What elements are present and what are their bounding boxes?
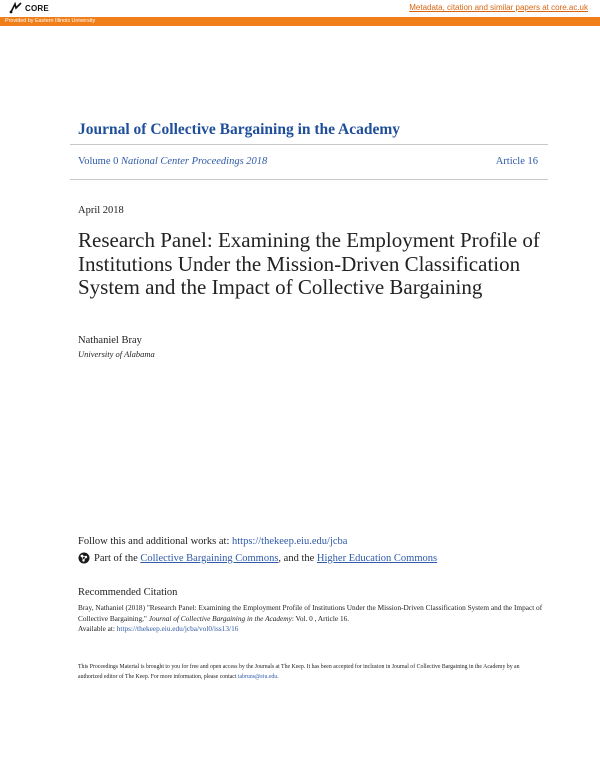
follow-line xyxy=(78,536,347,547)
core-logo[interactable] xyxy=(9,2,49,14)
recommended-citation-heading: Recommended Citation xyxy=(78,587,178,598)
citation-text xyxy=(78,603,548,635)
contact-email-link[interactable]: tabruns@eiu.edu xyxy=(237,674,278,680)
available-prefix: Available at: xyxy=(78,624,117,633)
divider-top xyxy=(70,144,548,145)
core-logo-icon xyxy=(9,2,23,14)
author-name: Nathaniel Bray xyxy=(78,335,142,346)
core-header xyxy=(0,0,600,17)
part-of-middle: , and the xyxy=(278,552,317,564)
divider-bottom xyxy=(70,179,548,180)
citation-body-2: : Vol. 0 , Article 16. xyxy=(291,613,350,623)
article-label[interactable]: Article 16 xyxy=(495,156,538,167)
provider-bar xyxy=(0,17,600,26)
volume-row xyxy=(78,156,538,167)
citation-journal: Journal of Collective Bargaining in the Academy xyxy=(148,613,292,623)
follow-link[interactable]: https://thekeep.eiu.edu/jcba xyxy=(232,536,348,547)
available-at xyxy=(78,624,548,635)
network-icon xyxy=(78,552,90,564)
author-affiliation: University of Alabama xyxy=(78,349,155,359)
notice-end: . xyxy=(277,674,279,680)
available-link[interactable]: https://thekeep.eiu.edu/jcba/vol0/iss13/16 xyxy=(116,624,239,633)
volume-label: Volume 0 xyxy=(78,156,119,167)
provider-text: Provided by Eastern Illinois University xyxy=(5,18,96,24)
journal-title[interactable]: Journal of Collective Bargaining in the Academy xyxy=(78,121,401,138)
core-metadata-link[interactable]: Metadata, citation and similar papers at core.ac.uk xyxy=(409,3,588,12)
notice-text: This Proceedings Material is brought to you for free and open access by the Journals at The Keep. It has been accepted for inclusion in Journal of Collective Bargaining in the Academy by an authorized editor of The Keep. For more information, please contact xyxy=(78,664,520,680)
issue-label: National Center Proceedings 2018 xyxy=(120,156,268,167)
collective-bargaining-commons-link[interactable]: Collective Bargaining Commons xyxy=(140,552,279,564)
core-logo-text: CORE xyxy=(25,3,49,13)
follow-prefix: Follow this and additional works at: xyxy=(78,536,232,547)
citation-body-1: Bray, Nathaniel (2018) "Research Panel: Examining the Employment Profile of Institutions Under the Mission-Driven Classification System and the Impact of Collective Bargaining," xyxy=(78,603,543,623)
part-of-line xyxy=(78,552,437,564)
part-of-prefix: Part of the xyxy=(94,552,141,564)
higher-education-commons-link[interactable]: Higher Education Commons xyxy=(316,552,438,564)
paper-title: Research Panel: Examining the Employment Profile of Institutions Under the Mission-Driven Classification System and the Impact of Collective Bargaining xyxy=(78,228,540,299)
volume-issue[interactable] xyxy=(78,156,267,167)
publication-date: April 2018 xyxy=(78,205,124,216)
access-notice xyxy=(78,662,538,682)
